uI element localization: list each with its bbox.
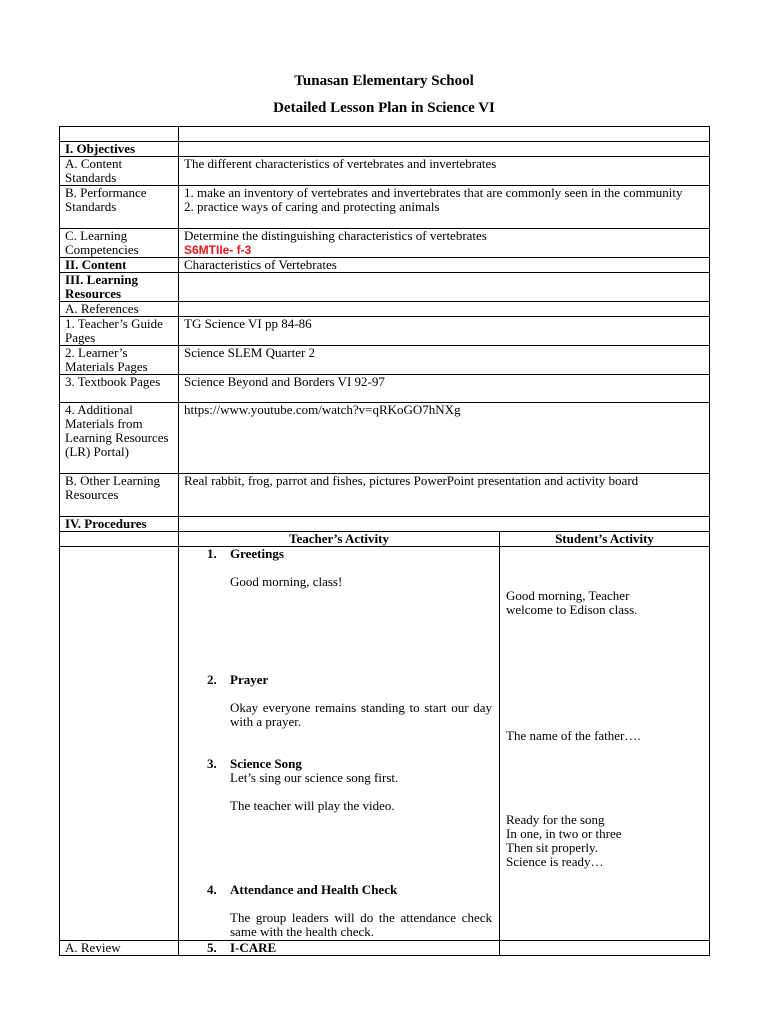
performance-standards-label: B. Performance Standards bbox=[60, 186, 179, 229]
step-number: 2. bbox=[207, 672, 217, 687]
greeting-text: Good morning, class! bbox=[230, 574, 343, 589]
table-row bbox=[60, 375, 710, 403]
content-value: Characteristics of Vertebrates bbox=[179, 258, 710, 273]
step-title-prayer: Prayer bbox=[230, 672, 269, 687]
teachers-guide-value: TG Science VI pp 84-86 bbox=[179, 317, 710, 346]
teacher-activity-cell bbox=[179, 547, 500, 941]
table-row bbox=[60, 403, 710, 474]
table-row bbox=[60, 157, 710, 186]
step-title-attendance: Attendance and Health Check bbox=[230, 882, 398, 897]
review-cell bbox=[179, 941, 500, 956]
additional-materials-link[interactable]: https://www.youtube.com/watch?v=qRKoGO7hNXg bbox=[179, 403, 710, 474]
student-response: Good morning, Teacher bbox=[506, 588, 630, 603]
song-instruction: Let’s sing our science song first. bbox=[230, 770, 399, 785]
table-row bbox=[60, 142, 710, 157]
learners-materials-label: 2. Learner’s Materials Pages bbox=[60, 346, 179, 375]
content-standards-value: The different characteristics of vertebrates and invertebrates bbox=[179, 157, 710, 186]
performance-standards-value bbox=[179, 186, 710, 229]
video-instruction: The teacher will play the video. bbox=[230, 798, 395, 813]
student-activity-cell bbox=[500, 547, 710, 941]
lesson-plan-table bbox=[59, 126, 710, 956]
lesson-plan-title: Detailed Lesson Plan in Science VI bbox=[273, 100, 495, 116]
step-number: 3. bbox=[207, 756, 217, 771]
step-title-greetings: Greetings bbox=[230, 546, 284, 561]
additional-materials-label: 4. Additional Materials from Learning Resources (LR) Portal) bbox=[60, 403, 179, 474]
content-label: II. Content bbox=[60, 258, 179, 273]
song-line: Then sit properly. bbox=[506, 840, 598, 855]
table-row bbox=[60, 302, 710, 317]
teacher-activity-header: Teacher’s Activity bbox=[179, 532, 500, 547]
resources-label: III. Learning Resources bbox=[60, 273, 179, 302]
competency-text: Determine the distinguishing characteristics of vertebrates bbox=[184, 228, 487, 243]
performance-item: 2. practice ways of caring and protecting animals bbox=[184, 199, 440, 214]
table-row bbox=[60, 229, 710, 258]
step-title-science-song: Science Song bbox=[230, 756, 302, 771]
textbook-value: Science Beyond and Borders VI 92-97 bbox=[179, 375, 710, 403]
student-activity-header: Student’s Activity bbox=[500, 532, 710, 547]
references-label: A. References bbox=[60, 302, 179, 317]
song-line: Ready for the song bbox=[506, 812, 605, 827]
table-row bbox=[60, 346, 710, 375]
student-response: The name of the father…. bbox=[506, 728, 641, 743]
school-name: Tunasan Elementary School bbox=[294, 73, 474, 89]
textbook-label: 3. Textbook Pages bbox=[60, 375, 179, 403]
table-row bbox=[60, 547, 710, 941]
student-response: welcome to Edison class. bbox=[506, 602, 638, 617]
step-title-icare: I-CARE bbox=[230, 940, 277, 955]
table-row bbox=[60, 517, 710, 532]
step-number: 5. bbox=[207, 940, 217, 955]
objectives-label: I. Objectives bbox=[60, 142, 179, 157]
attendance-text: The group leaders will do the attendance check same with the health check. bbox=[230, 910, 492, 939]
competencies-label: C. Learning Competencies bbox=[60, 229, 179, 258]
performance-item: 1. make an inventory of vertebrates and invertebrates that are commonly seen in the community bbox=[184, 185, 683, 200]
table-row bbox=[60, 127, 710, 142]
procedures-label: IV. Procedures bbox=[60, 517, 179, 532]
competency-code: S6MTIIe- f-3 bbox=[184, 243, 252, 257]
table-row bbox=[60, 273, 710, 302]
step-number: 4. bbox=[207, 882, 217, 897]
table-row bbox=[60, 317, 710, 346]
competencies-value bbox=[179, 229, 710, 258]
teachers-guide-label: 1. Teacher’s Guide Pages bbox=[60, 317, 179, 346]
table-row bbox=[60, 258, 710, 273]
other-resources-label: B. Other Learning Resources bbox=[60, 474, 179, 517]
review-label: A. Review bbox=[60, 941, 179, 956]
song-line: Science is ready… bbox=[506, 854, 604, 869]
table-row bbox=[60, 474, 710, 517]
content-standards-label: A. Content Standards bbox=[60, 157, 179, 186]
table-row bbox=[60, 532, 710, 547]
table-row bbox=[60, 941, 710, 956]
step-number: 1. bbox=[207, 546, 217, 561]
table-row bbox=[60, 186, 710, 229]
prayer-text: Okay everyone remains standing to start our day with a prayer. bbox=[230, 700, 492, 729]
song-line: In one, in two or three bbox=[506, 826, 622, 841]
learners-materials-value: Science SLEM Quarter 2 bbox=[179, 346, 710, 375]
other-resources-value: Real rabbit, frog, parrot and fishes, pictures PowerPoint presentation and activity board bbox=[179, 474, 710, 517]
